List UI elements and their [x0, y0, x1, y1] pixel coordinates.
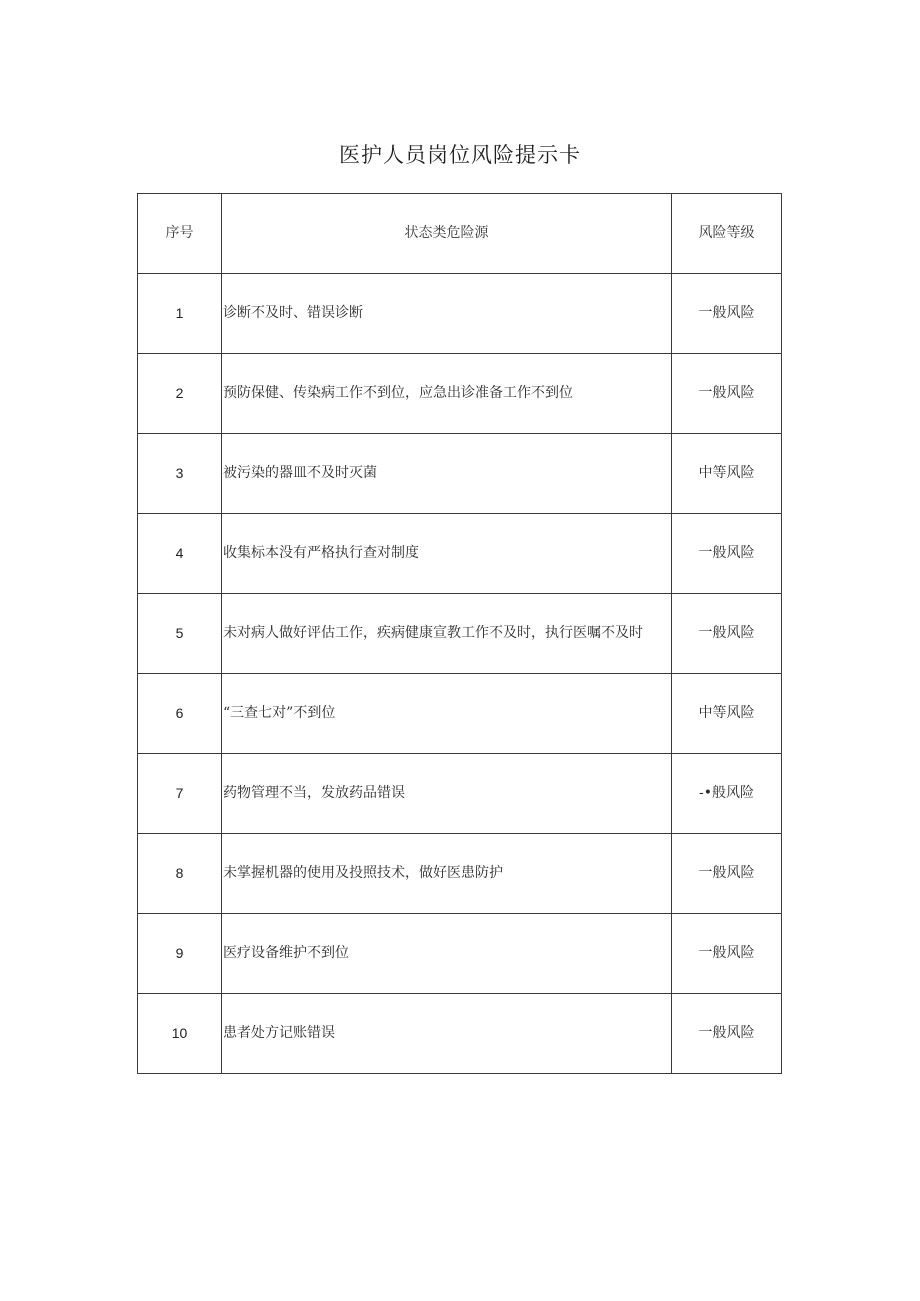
row-number: 2	[138, 354, 222, 434]
row-risk-level: 一般风险	[672, 834, 782, 914]
row-risk-level: 中等风险	[672, 674, 782, 754]
row-hazard-source: 患者处方记账错误	[222, 994, 672, 1074]
table-header-row	[138, 194, 782, 274]
header-serial-number: 序号	[138, 194, 222, 274]
row-hazard-source: 收集标本没有严格执行查对制度	[222, 514, 672, 594]
page-title: 医护人员岗位风险提示卡	[339, 143, 581, 167]
table-row	[138, 594, 782, 674]
risk-table	[137, 193, 782, 1074]
row-hazard-source: 未对病人做好评估工作，疾病健康宣教工作不及时，执行医嘱不及时	[222, 594, 672, 674]
row-number: 7	[138, 754, 222, 834]
row-hazard-source: “三查七对”不到位	[222, 674, 672, 754]
row-risk-level: 中等风险	[672, 434, 782, 514]
row-risk-level: -•般风险	[672, 754, 782, 834]
row-risk-level: 一般风险	[672, 914, 782, 994]
row-risk-level: 一般风险	[672, 354, 782, 434]
row-hazard-source: 医疗设备维护不到位	[222, 914, 672, 994]
row-risk-level: 一般风险	[672, 994, 782, 1074]
row-hazard-source: 诊断不及时、错误诊断	[222, 274, 672, 354]
row-number: 8	[138, 834, 222, 914]
row-number: 9	[138, 914, 222, 994]
table-row	[138, 514, 782, 594]
header-risk-level: 风险等级	[672, 194, 782, 274]
table-row	[138, 674, 782, 754]
row-hazard-source: 药物管理不当，发放药品错误	[222, 754, 672, 834]
row-risk-level: 一般风险	[672, 514, 782, 594]
row-number: 4	[138, 514, 222, 594]
row-number: 6	[138, 674, 222, 754]
table-row	[138, 274, 782, 354]
header-hazard-source: 状态类危险源	[222, 194, 672, 274]
row-hazard-source: 被污染的器皿不及时灭菌	[222, 434, 672, 514]
row-number: 3	[138, 434, 222, 514]
table-row	[138, 834, 782, 914]
row-number: 10	[138, 994, 222, 1074]
row-hazard-source: 未掌握机器的使用及投照技术，做好医患防护	[222, 834, 672, 914]
table-row	[138, 754, 782, 834]
table-row	[138, 914, 782, 994]
row-hazard-source: 预防保健、传染病工作不到位，应急出诊准备工作不到位	[222, 354, 672, 434]
row-number: 1	[138, 274, 222, 354]
row-number: 5	[138, 594, 222, 674]
table-row	[138, 994, 782, 1074]
row-risk-level: 一般风险	[672, 594, 782, 674]
table-row	[138, 354, 782, 434]
table-row	[138, 434, 782, 514]
row-risk-level: 一般风险	[672, 274, 782, 354]
